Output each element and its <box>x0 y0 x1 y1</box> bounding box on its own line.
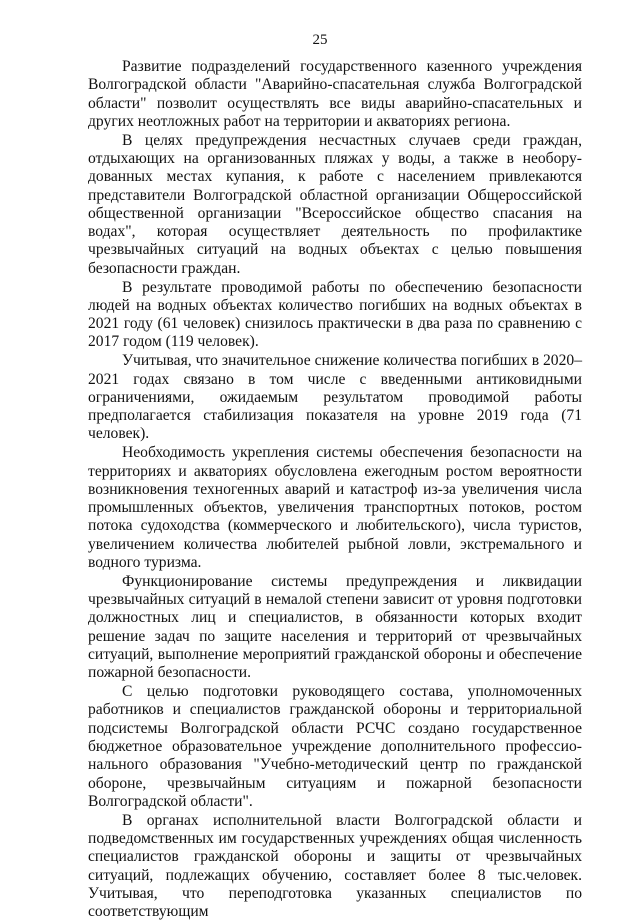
page-number: 25 <box>312 32 328 48</box>
paragraph-drowning-statistics: В результате проводимой работы по обеспечению безопасности людей на водных объектах количество погибших на водных объектах в 2021 году (61 человек) снизилось практически в два раза по сравнению с 2017 годом (119 человек). <box>88 278 582 351</box>
paragraph-training-center: С целью подготовки руководящего состава, уполномоченных работников и специалистов гражданской обороны и территориальной подсистемы Волгоградской области РСЧС создано государственное бюджетное образовательное учреждение дополнительного профессионального образования "Учебно-методический центр по гражданской обороне, чрезвычайным ситуациям и пожарной безопасности Волгоградской области". <box>88 683 582 810</box>
paragraph-emergency-system-functioning: Функционирование системы предупреждения и ликвидации чрезвычайных ситуаций в немалой степени зависит от уровня подготовки должностных лиц и специалистов, в обязанности которых входит решение задач по защите населения и территорий от чрезвычайных ситуаций, выполнение мероприятий гражданской обороны и обеспечение пожарной безопасности. <box>88 572 582 682</box>
paragraph-indicator-stabilization: Учитывая, что значительное снижение количества погибших в 2020–2021 годах связано в том числе с введенными антиковидными ограничениями, ожидаемым результатом проводимой работы предполагается стабилизация показателя на уровне 2019 года (71 человек). <box>88 352 582 443</box>
paragraph-safety-system-need: Необходимость укрепления системы обеспечения безопасности на территориях и акваториях обусловлена ежегодным ростом вероятности возникновения техногенных аварий и катастроф из-за увеличения числа промышленных объектов, увеличения транспортных потоков, ростом потока судоходства (коммерческого и любительского), числа туристов, увеличением количества любителей рыбной ловли, экстремального и водного туризма. <box>88 444 582 572</box>
paragraph-service-development: Развитие подразделений государственного казенного учреждения Волгоградской области "Аварийно-спасательная служба Волгоградской области" позволит осуществлять все виды аварийно-спасательных и других неотложных работ на территории и акваториях региона. <box>88 58 582 130</box>
document-body <box>88 58 582 921</box>
paragraph-specialists-count: В органах исполнительной власти Волгоградской области и подведомственных им государственных учреждениях общая численность специалистов гражданской обороны и защиты от чрезвычайных ситуаций, подлежащих обучению, составляет более 8 тыс.человек. Учитывая, что переподготовка указанных специалистов по соответствующим <box>88 811 582 921</box>
paragraph-water-accident-prevention: В целях предупреждения несчастных случаев среди граждан, отдыхающих на организованных пляжах у воды, а также в необорудованных местах купания, к работе с населением привлекаются представители Волгоградской областной организации Общероссийской общественной организации "Всероссийское общество спасания на водах", которая осуществляет деятельность по профилактике чрезвычайных ситуаций на водных объектах с целью повышения безопасности граждан. <box>88 131 582 277</box>
